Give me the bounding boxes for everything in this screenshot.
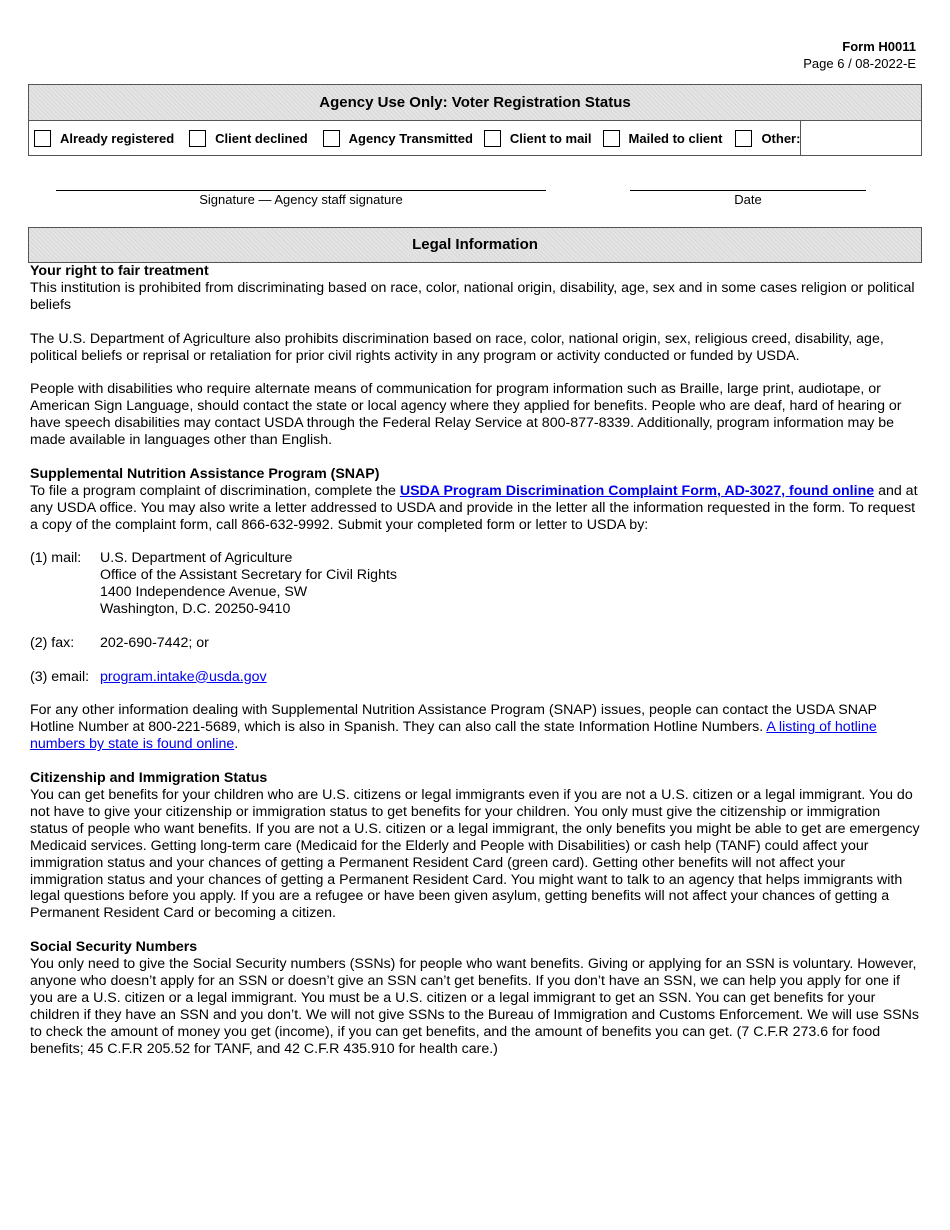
option-already-registered[interactable] (34, 130, 174, 147)
client-declined-checkbox[interactable] (189, 130, 206, 147)
mail-line: 1400 Independence Avenue, SW (100, 584, 308, 601)
voter-registration-title: Agency Use Only: Voter Registration Status (29, 85, 921, 121)
email-link[interactable]: program.intake@usda.gov (100, 668, 267, 685)
snap-paragraph-2 (30, 702, 920, 753)
email-label: (3) email: (30, 668, 90, 685)
mail-line: Office of the Assistant Secretary for Civil Rights (100, 567, 398, 584)
legal-information-title: Legal Information (29, 228, 921, 262)
option-mailed-to-client[interactable] (603, 130, 723, 147)
citizenship-paragraph: You can get benefits for your children who are U.S. citizens or legal immigrants even if you are not a U.S. citizen or a legal immigrant. You do not have to give your citizenship or immigration status to get benefits for your children. You only must give the citizenship or immigration status of people who want benefits. If you are not a U.S. citizen or a legal immigrant, the only benefits you might be able to get are emergency Medicaid services. Getting long-term care (Medicaid for the Elderly and People with Disabilities) or cash help (TANF) could affect your immigration status and your chances of getting a Permanent Resident Card (green card). Getting other benefits will not affect your immigration status and your chances of getting a Permanent Resident Card. You might want to talk to an agency that helps immigrants with legal questions before you apply. If you are a refugee or have been given asylum, getting benefits will not affect your chances of getting a Permanent Resident Card or becoming a citizen. (30, 786, 920, 922)
legal-content (30, 263, 920, 1074)
already-registered-label: Already registered (60, 131, 175, 146)
fair-treatment-paragraph-2: The U.S. Department of Agriculture also prohibits discrimination based on race, color, national origin, sex, religious creed, disability, age, political beliefs or reprisal or retaliation for prior civil rights activity in any program or activity conducted or funded by USDA. (30, 330, 884, 364)
hotline-listing-link[interactable]: A listing of hotline numbers by state is found online (30, 719, 877, 753)
already-registered-checkbox[interactable] (34, 130, 51, 147)
staff-signature-label: Signature — Agency staff signature (199, 192, 403, 207)
option-other[interactable] (735, 130, 800, 147)
option-client-declined[interactable] (189, 130, 307, 147)
snap-p1-after: and at any USDA office. You may also write a letter addressed to USDA and provide in the letter all the information requested in the form. To request a copy of the complaint form, call 866-632-9992. Submit your completed form or letter to USDA by: (30, 482, 918, 533)
option-agency-transmitted[interactable] (323, 130, 473, 147)
snap-paragraph-1 (30, 483, 920, 534)
option-client-to-mail[interactable] (484, 130, 592, 147)
snap-p2-after: . (234, 736, 239, 753)
citizenship-heading: Citizenship and Immigration Status (30, 770, 268, 787)
other-text-field[interactable] (800, 121, 921, 156)
mail-line: Washington, D.C. 20250-9410 (100, 601, 291, 618)
snap-heading: Supplemental Nutrition Assistance Program (SNAP) (30, 465, 380, 482)
client-to-mail-checkbox[interactable] (484, 130, 501, 147)
snap-p1-before: To file a program complaint of discrimination, complete the (30, 482, 400, 499)
other-label: Other: (761, 131, 801, 146)
legal-information-header (28, 227, 922, 263)
page-info: Page 6 / 08-2022-E (803, 56, 916, 71)
agency-transmitted-checkbox[interactable] (323, 130, 340, 147)
fair-treatment-paragraph-3: People with disabilities who require alternate means of communication for program information such as Braille, large print, audiotape, or American Sign Language, should contact the state or local agency where they applied for benefits. People who are deaf, hard of hearing or have speech disabilities may contact USDA through the Federal Relay Service at 800-877-8339. Additionally, program information may be made available in languages other than English. (30, 381, 902, 449)
complaint-form-link[interactable]: USDA Program Discrimination Complaint Form, AD-3027, found online (399, 482, 875, 499)
client-to-mail-label: Client to mail (509, 131, 592, 146)
mail-label: (1) mail: (30, 550, 82, 567)
staff-signature-line[interactable] (56, 190, 546, 191)
mailed-to-client-label: Mailed to client (628, 131, 723, 146)
email-row (30, 669, 920, 686)
fax-value: 202-690-7442; or (100, 634, 209, 651)
mail-address (30, 550, 920, 618)
fax-row (30, 635, 920, 652)
ssn-heading: Social Security Numbers (30, 939, 198, 956)
mailed-to-client-checkbox[interactable] (603, 130, 620, 147)
form-header (803, 38, 916, 72)
voter-status-options (29, 121, 921, 156)
form-id: Form H0011 (842, 39, 916, 54)
date-label: Date (734, 192, 762, 207)
date-line[interactable] (630, 190, 866, 191)
other-checkbox[interactable] (735, 130, 752, 147)
fair-treatment-heading: Your right to fair treatment (30, 263, 209, 279)
fax-label: (2) fax: (30, 634, 75, 651)
mail-line: U.S. Department of Agriculture (100, 550, 293, 567)
snap-p2-before: For any other information dealing with Supplemental Nutrition Assistance Program (SNAP) issues, people can contact the USDA SNAP Hotline Number at 800-221-5689, which is also in Spanish. They can also call the state Information Hotline Numbers. (30, 702, 877, 736)
ssn-paragraph: You only need to give the Social Security numbers (SSNs) for people who want benefits. Giving or applying for an SSN is voluntary. However, anyone who doesn’t apply for an SSN or doesn’t give an SSN can’t get benefits. If you don’t have an SSN, we can help you apply for one if you are a U.S. citizen or a legal immigrant. You must be a U.S. citizen or a legal immigrant to get an SSN. You can get benefits for your children if they have an SSN and you don’t. We will not give SSNs to the Bureau of Immigration and Customs Enforcement. We will use SSNs to check the amount of money you get (income), if you can get benefits, and the amount of benefits you can get. (7 C.F.R 273.6 for food benefits; 45 C.F.R 205.52 for TANF, and 42 C.F.R 435.910 for health care.) (30, 956, 919, 1057)
fair-treatment-paragraph-1: This institution is prohibited from discriminating based on race, color, national origin, disability, age, sex and in some cases religion or political beliefs (30, 279, 915, 313)
mail-address-lines (100, 550, 397, 618)
agency-transmitted-label: Agency Transmitted (348, 131, 473, 146)
client-declined-label: Client declined (215, 131, 308, 146)
voter-registration-box (28, 84, 922, 156)
